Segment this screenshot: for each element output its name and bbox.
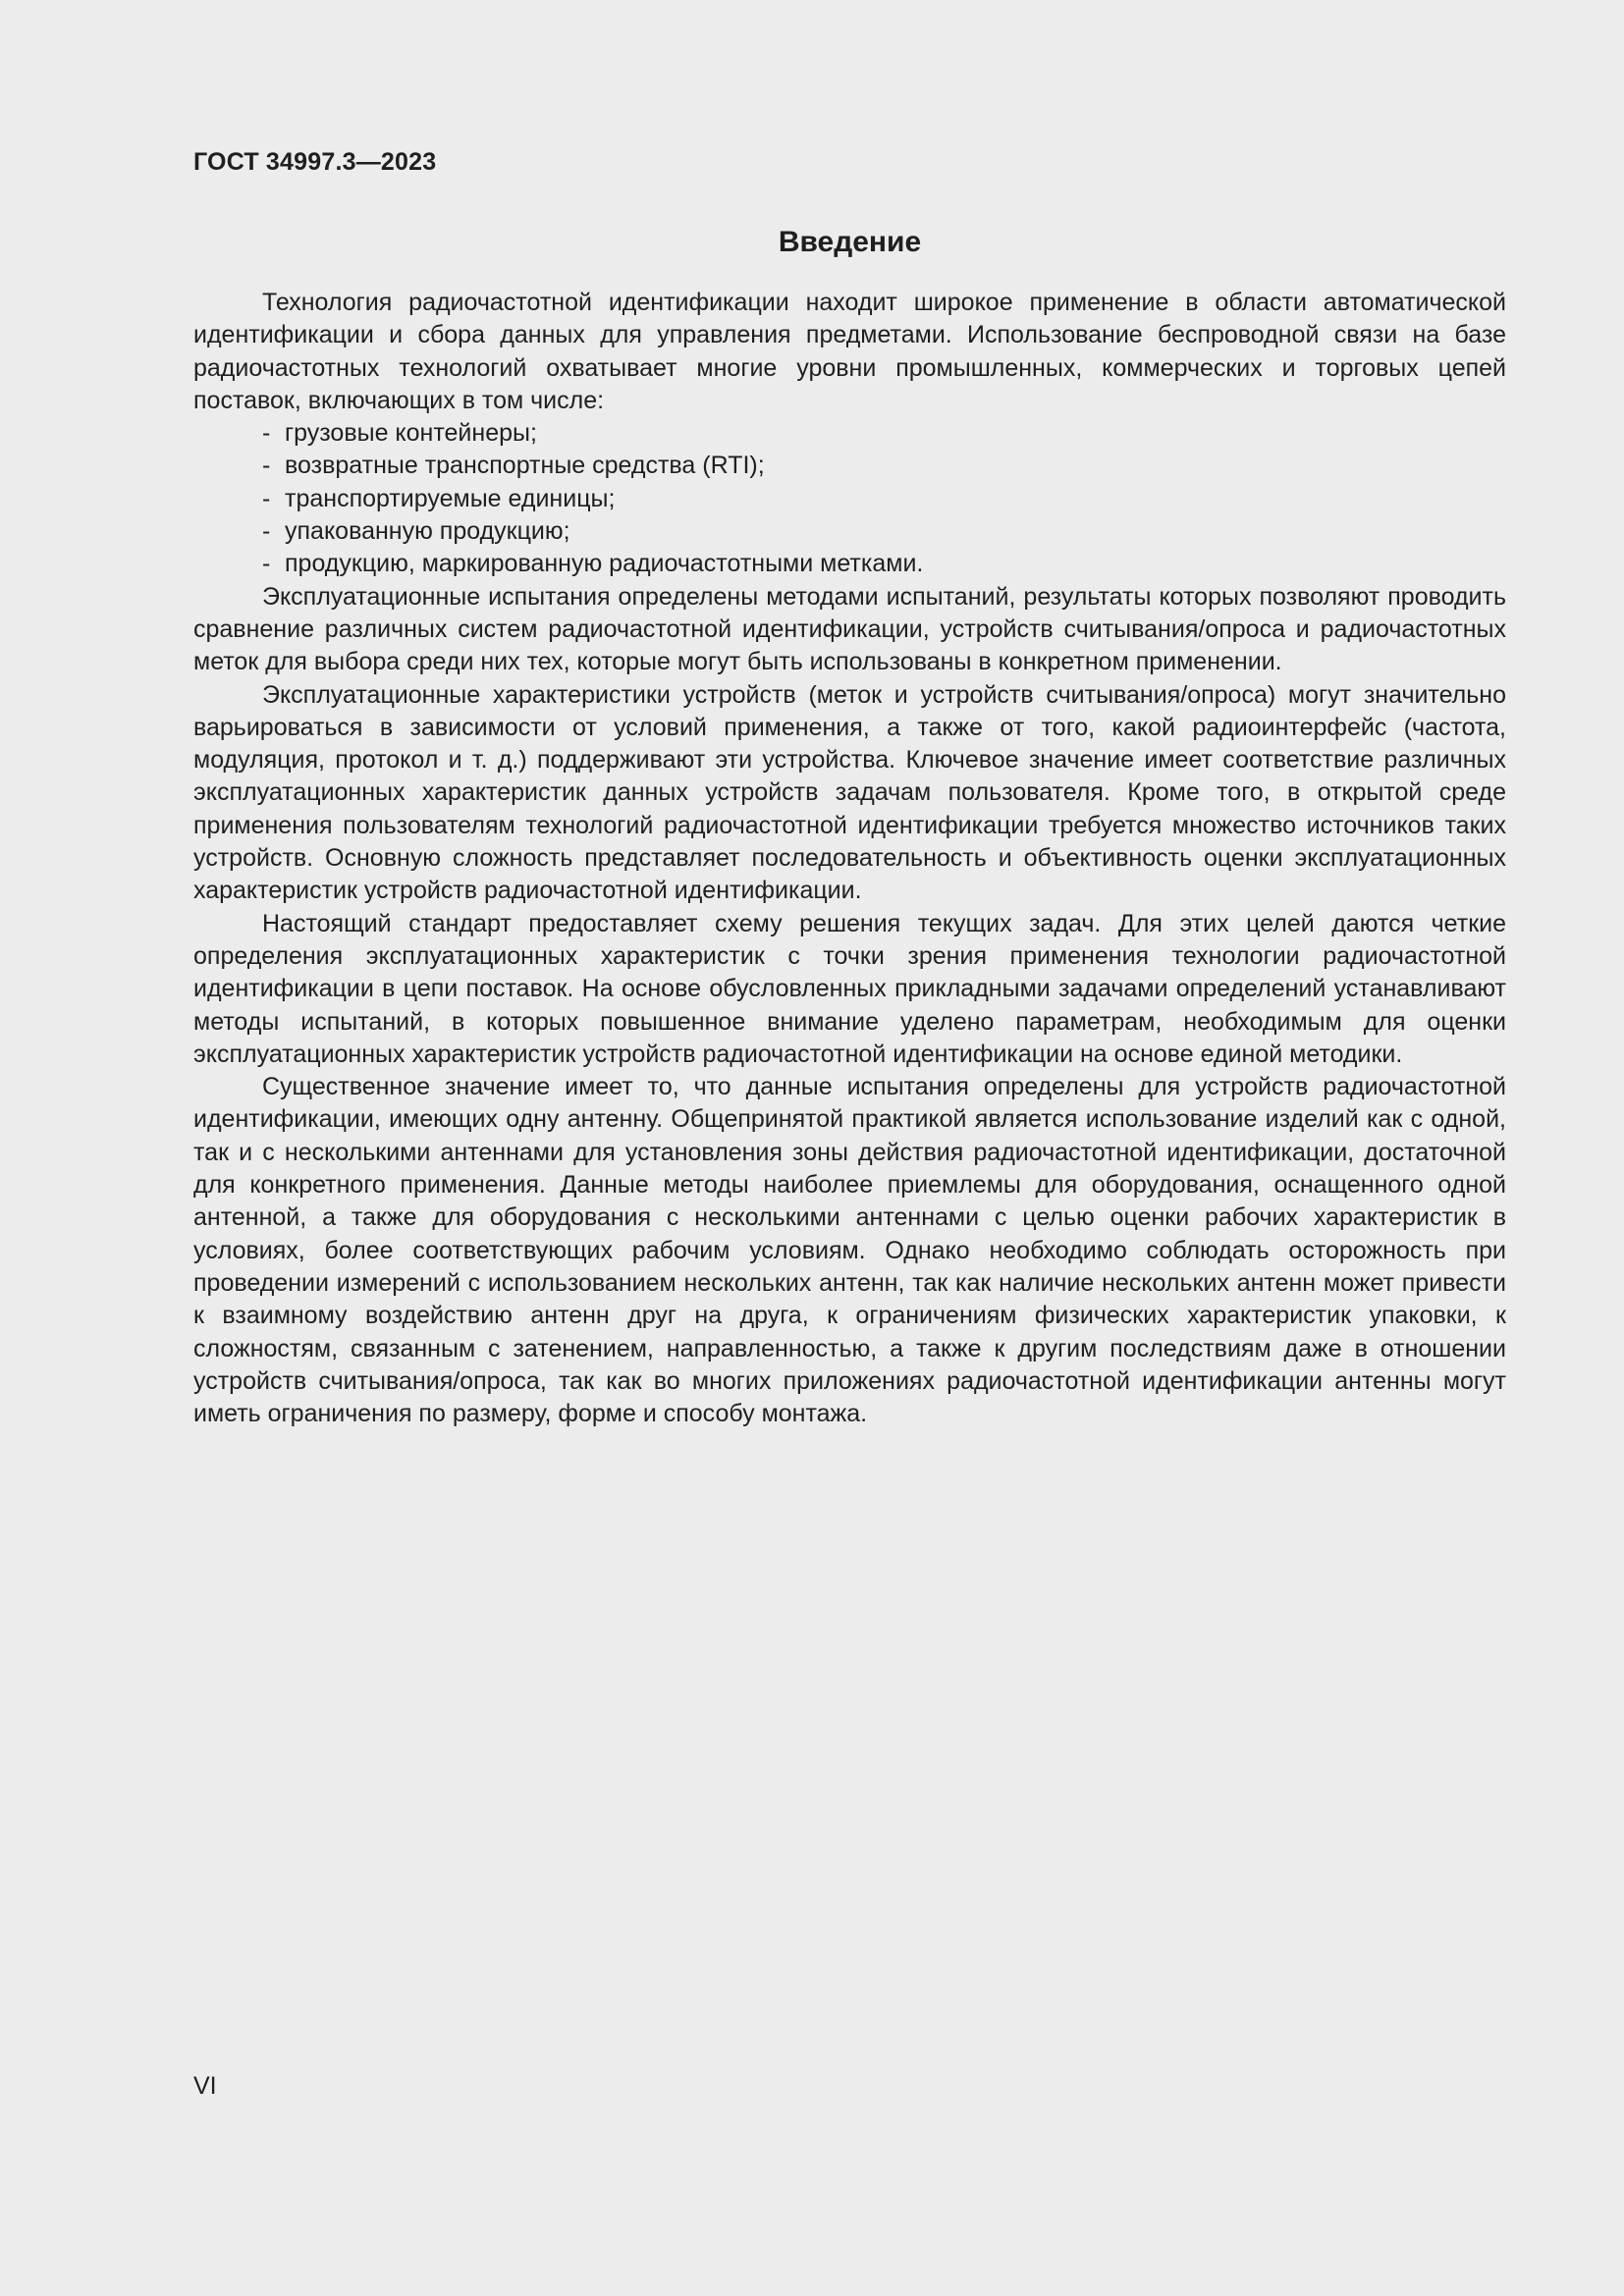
intro-paragraph: Технология радиочастотной идентификации находит широкое применение в области автоматической идентификации и сбора данных для управления предметами. Использование беспроводной связи на базе радиочастотных технологий охватывает многие уровни промышленных, коммерческих и торговых цепей поставок, включающих в том числе: bbox=[193, 289, 1506, 414]
body-paragraph: Настоящий стандарт предоставляет схему решения текущих задач. Для этих целей даются четкие определения эксплуатационных характеристик с точки зрения применения технологии радиочастотной идентификации в цепи поставок. На основе обусловленных прикладными задачами определений устанавливают методы испытаний, в которых повышенное внимание уделено параметрам, необходимым для оценки эксплуатационных характеристик устройств радиочастотной идентификации на основе единой методики. bbox=[193, 909, 1506, 1068]
list-item-text: грузовые контейнеры; bbox=[285, 419, 537, 448]
list-item bbox=[193, 450, 1506, 482]
list-item bbox=[193, 515, 1506, 548]
body-paragraph: Эксплуатационные характеристики устройств (меток и устройств считывания/опроса) могут значительно варьироваться в зависимости от условий применения, а также от того, какой радиоинтерфейс (частота, модуляция, протокол и т. д.) поддерживают эти устройства. Ключевое значение имеет соответствие различных эксплуатационных характеристик данных устройств задачам пользователя. Кроме того, в открытой среде применения пользователям технологий радиочастотной идентификации требуется множество источников таких устройств. Основную сложность представляет последовательность и объективность оценки эксплуатационных характеристик устройств радиочастотной идентификации. bbox=[193, 680, 1506, 905]
list-dash: - bbox=[262, 419, 271, 448]
section-title: Введение bbox=[778, 226, 922, 258]
list-dash: - bbox=[262, 550, 271, 578]
document-id-header: ГОСТ 34997.3—2023 bbox=[193, 148, 437, 176]
body-paragraph: Эксплуатационные испытания определены методами испытаний, результаты которых позволяют проводить сравнение различных систем радиочастотной идентификации, устройств считывания/опроса и радиочастотных меток для выбора среди них тех, которые могут быть использованы в конкретном применении. bbox=[193, 582, 1506, 676]
list-item-text: возвратные транспортные средства (RTI); bbox=[285, 452, 765, 480]
document-body bbox=[193, 287, 1506, 1430]
list-dash: - bbox=[262, 517, 271, 546]
list-item-text: продукцию, маркированную радиочастотными метками. bbox=[285, 550, 924, 578]
list-dash: - bbox=[262, 484, 271, 512]
list-dash: - bbox=[262, 452, 271, 480]
list-item bbox=[193, 483, 1506, 515]
list-item-text: транспортируемые единицы; bbox=[285, 484, 616, 512]
item-list bbox=[193, 417, 1506, 580]
body-paragraph: Существенное значение имеет то, что данные испытания определены для устройств радиочастотной идентификации, имеющих одну антенну. Общепринятой практикой является использование изделий как с одной, так и с несколькими антеннами для установления зоны действия радиочастотной идентификации, достаточной для конкретного применения. Данные методы наиболее приемлемы для оборудования, оснащенного одной антенной, а также для оборудования с несколькими антеннами с целью оценки рабочих характеристик в условиях, более соответствующих рабочим условиям. Однако необходимо соблюдать осторожность при проведении измерений с использованием нескольких антенн, так как наличие нескольких антенн может привести к взаимному воздействию антенн друг на друга, к ограничениям физических характеристик упаковки, к сложностям, связанным с затенением, направленностью, а также к другим последствиям даже в отношении устройств считывания/опроса, так как во многих приложениях радиочастотной идентификации антенны могут иметь ограничения по размеру, форме и способу монтажа. bbox=[193, 1073, 1506, 1428]
list-item bbox=[193, 417, 1506, 450]
list-item bbox=[193, 548, 1506, 580]
page-number: VI bbox=[193, 2072, 217, 2100]
list-item-text: упакованную продукцию; bbox=[285, 517, 570, 546]
